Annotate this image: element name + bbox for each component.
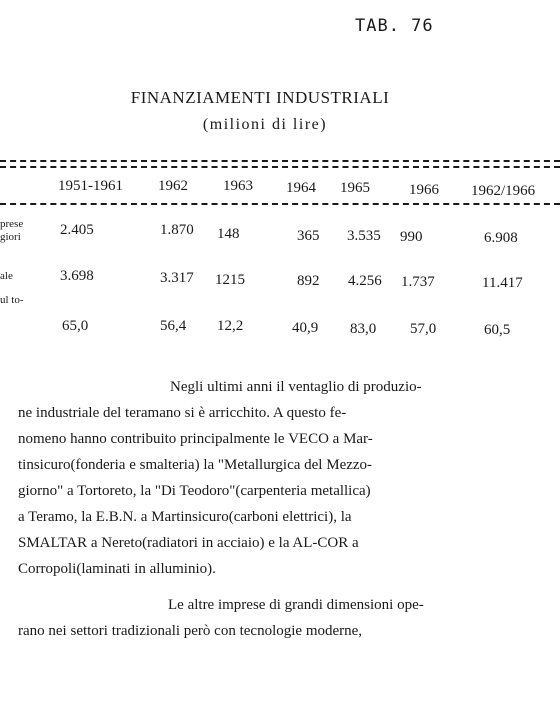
table-cell: 60,5 bbox=[484, 322, 511, 338]
table-cell: 3.317 bbox=[160, 270, 194, 286]
column-header: 1962/1966 bbox=[471, 183, 536, 199]
paragraph-line: nomeno hanno contribuito principalmente le VECO a Mar- bbox=[18, 431, 373, 447]
column-header: 1963 bbox=[223, 178, 253, 194]
table-cell: 4.256 bbox=[348, 273, 382, 289]
paragraph-line: SMALTAR a Nereto(radiatori in acciaio) e la AL-COR a bbox=[18, 535, 359, 551]
row-label: ale bbox=[0, 270, 13, 282]
paragraph-line: rano nei settori tradizionali però con tecnologie moderne, bbox=[18, 623, 363, 639]
table-cell: 11.417 bbox=[482, 275, 523, 291]
table-cell: 56,4 bbox=[160, 318, 187, 334]
column-header: 1964 bbox=[286, 180, 316, 196]
table-cell: 65,0 bbox=[62, 318, 89, 334]
table-cell: 3.698 bbox=[60, 268, 94, 284]
paragraph-line: giorno" a Tortoreto, la "Di Teodoro"(carpenteria metallica) bbox=[18, 483, 371, 499]
top-rule-2 bbox=[0, 166, 560, 168]
column-header: 1962 bbox=[158, 178, 188, 194]
table-cell: 40,9 bbox=[292, 320, 319, 336]
table-cell: 1215 bbox=[215, 272, 245, 288]
paragraph-line: Le altre imprese di grandi dimensioni ope- bbox=[168, 597, 424, 613]
row-label: ul to- bbox=[0, 294, 24, 306]
paragraph-line: ne industriale del teramano si è arricchito. A questo fe- bbox=[18, 405, 347, 421]
header-rule bbox=[0, 203, 560, 205]
row-label: prese giori bbox=[0, 218, 24, 243]
paragraph-line: tinsicuro(fonderia e smalteria) la "Metallurgica del Mezzo- bbox=[18, 457, 373, 473]
table-cell: 83,0 bbox=[350, 321, 377, 337]
table-cell: 6.908 bbox=[484, 230, 518, 246]
paragraph-line: a Teramo, la E.B.N. a Martinsicuro(carboni elettrici), la bbox=[18, 509, 352, 525]
page-title: FINANZIAMENTI INDUSTRIALI bbox=[130, 88, 390, 107]
table-cell: 12,2 bbox=[217, 318, 244, 334]
column-header: 1951-1961 bbox=[58, 178, 123, 194]
table-number: TAB. 76 bbox=[355, 16, 434, 36]
table-cell: 1.737 bbox=[401, 274, 435, 290]
page-subtitle: (milioni di lire) bbox=[202, 116, 328, 133]
column-header: 1965 bbox=[340, 180, 370, 196]
table-cell: 892 bbox=[297, 273, 320, 289]
table-cell: 57,0 bbox=[410, 321, 437, 337]
paragraph-line: Negli ultimi anni il ventaglio di produzio- bbox=[170, 379, 422, 395]
table-cell: 148 bbox=[217, 226, 240, 242]
paragraph-line: Corropoli(laminati in alluminio). bbox=[18, 561, 216, 577]
top-rule-1 bbox=[0, 160, 560, 162]
table-cell: 2.405 bbox=[60, 222, 94, 238]
column-header: 1966 bbox=[409, 182, 439, 198]
table-cell: 365 bbox=[297, 228, 320, 244]
table-cell: 3.535 bbox=[347, 228, 381, 244]
table-cell: 990 bbox=[400, 229, 423, 245]
table-cell: 1.870 bbox=[160, 222, 194, 238]
